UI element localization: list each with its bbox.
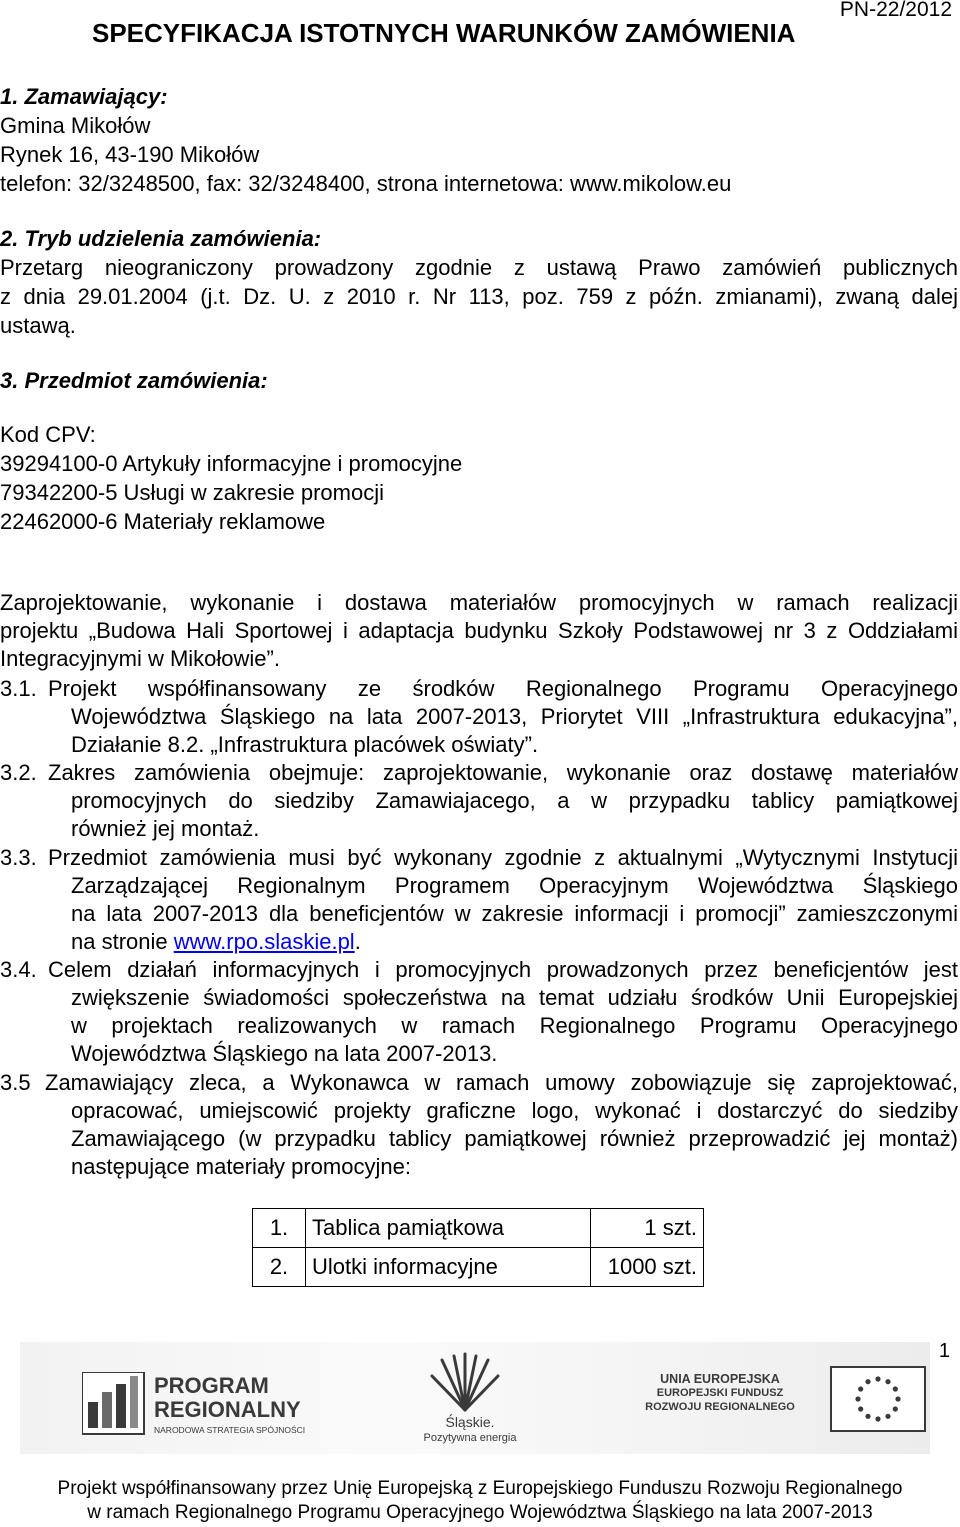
document-number: PN-22/2012 bbox=[839, 0, 952, 21]
slaskie-slogan: Pozytywna energia bbox=[423, 1432, 517, 1444]
program-logo-text: REGIONALNY bbox=[154, 1397, 301, 1422]
clause-line: Zamawiającego (w przypadku tablicy pamiątkowej również przeprowadzić jej montaż) bbox=[71, 1126, 958, 1151]
clause-line: Działanie 8.2. „Infrastruktura placówek oświaty”. bbox=[71, 732, 539, 757]
slaskie-logo bbox=[405, 1350, 535, 1450]
clause-3-4 bbox=[0, 957, 958, 983]
table-row bbox=[253, 1248, 704, 1287]
clause-line: Projekt współfinansowany ze środków Regionalnego Programu Operacyjnego bbox=[48, 676, 958, 701]
clause-3-2 bbox=[0, 760, 958, 786]
clause-3-5 bbox=[0, 1070, 958, 1096]
address-line: Rynek 16, 43-190 Mikołów bbox=[0, 142, 260, 167]
paragraph-line: z dnia 29.01.2004 (j.t. Dz. U. z 2010 r. Nr 113, poz. 759 z późn. zmianami), zwaną dalej bbox=[0, 284, 958, 309]
program-logo-subtitle: NARODOWA STRATEGIA SPÓJNOŚCI bbox=[154, 1425, 306, 1435]
paragraph-line: Przetarg nieograniczony prowadzony zgodnie z ustawą Prawo zamówień publicznych bbox=[0, 255, 958, 280]
clause-line: promocyjnych do siedziby Zamawiajacego, a w przypadku tablicy pamiątkowej bbox=[71, 788, 958, 813]
program-logo-text: PROGRAM bbox=[154, 1373, 269, 1398]
clause-line: Celem działań informacyjnych i promocyjnych prowadzonych przez beneficjentów jest bbox=[48, 957, 958, 982]
clause-line: Zarządzającej Regionalnym Programem Operacyjnym Województwa Śląskiego bbox=[71, 873, 958, 898]
slaskie-name: Śląskie. bbox=[445, 1414, 495, 1430]
item-quantity: 1 szt. bbox=[591, 1209, 704, 1248]
clause-line: Zamawiający zleca, a Wykonawca w ramach umowy zobowiązuje się zaprojektować, bbox=[45, 1070, 958, 1095]
slaskie-rays-icon bbox=[430, 1350, 500, 1412]
eu-logo-text: EUROPEJSKI FUNDUSZ bbox=[656, 1387, 784, 1399]
clause-3-1 bbox=[0, 676, 958, 702]
clause-number: 3.3. bbox=[0, 845, 37, 870]
clause-line: również jej montaż. bbox=[71, 816, 260, 841]
program-regionalny-icon bbox=[82, 1372, 146, 1436]
clause-line: Województwa Śląskiego na lata 2007-2013, Priorytet VIII „Infrastruktura edukacyjna”, bbox=[71, 704, 958, 729]
clause-line: Przedmiot zamówienia musi być wykonany zgodnie z aktualnymi „Wytycznymi Instytucji bbox=[48, 845, 958, 870]
clause-number: 3.5 bbox=[0, 1070, 31, 1095]
item-quantity: 1000 szt. bbox=[591, 1248, 704, 1287]
item-name: Tablica pamiątkowa bbox=[306, 1209, 591, 1248]
clause-line: opracować, umiejscowić projekty graficzne logo, wykonać i dostarczyć do siedziby bbox=[71, 1098, 958, 1123]
item-name: Ulotki informacyjne bbox=[306, 1248, 591, 1287]
contact-line: telefon: 32/3248500, fax: 32/3248400, strona internetowa: www.mikolow.eu bbox=[0, 171, 732, 196]
clause-line: zwiększenie świadomości społeczeństwa na temat udziału środków Unii Europejskiej bbox=[71, 985, 958, 1010]
paragraph-line: ustawą. bbox=[0, 313, 76, 338]
clause-3-3 bbox=[0, 845, 958, 871]
logo-band bbox=[20, 1342, 930, 1454]
document-title: SPECYFIKACJA ISTOTNYCH WARUNKÓW ZAMÓWIENIA bbox=[92, 18, 796, 48]
materials-table bbox=[252, 1208, 704, 1287]
clause-line: następujące materiały promocyjne: bbox=[71, 1154, 411, 1179]
section-1-heading: 1. Zamawiający: bbox=[0, 84, 168, 109]
paragraph-line: Integracyjnymi w Mikołowie”. bbox=[0, 646, 280, 671]
clause-number: 3.1. bbox=[0, 676, 37, 701]
clause-line: Województwa Śląskiego na lata 2007-2013. bbox=[71, 1041, 498, 1066]
item-number: 2. bbox=[253, 1248, 306, 1287]
item-number: 1. bbox=[253, 1209, 306, 1248]
cpv-code: 22462000-6 Materiały reklamowe bbox=[0, 509, 326, 534]
paragraph-line: projektu „Budowa Hali Sportowej i adaptacja budynku Szkoły Podstawowej nr 3 z Oddziałami bbox=[0, 618, 958, 643]
clause-line: na lata 2007-2013 dla beneficjentów w zakresie informacji i promocji” zamieszczonymi bbox=[71, 901, 958, 926]
footer-line: w ramach Regionalnego Programu Operacyjnego Województwa Śląskiego na lata 2007-2013 bbox=[87, 1502, 873, 1523]
section-3-heading: 3. Przedmiot zamówienia: bbox=[0, 368, 268, 393]
eu-logo-text: ROZWOJU REGIONALNEGO bbox=[645, 1401, 795, 1413]
section-2-heading: 2. Tryb udzielenia zamówienia: bbox=[0, 226, 322, 251]
clause-number: 3.2. bbox=[0, 760, 37, 785]
clause-text: . bbox=[354, 929, 361, 954]
eu-logo-text: UNIA EUROPEJSKA bbox=[660, 1372, 780, 1386]
eu-flag-icon bbox=[830, 1366, 926, 1432]
table-row bbox=[253, 1209, 704, 1248]
address-line: Gmina Mikołów bbox=[0, 113, 151, 138]
clause-line: Zakres zamówienia obejmuje: zaprojektowanie, wykonanie oraz dostawę materiałów bbox=[48, 760, 958, 785]
rpo-website-link[interactable]: www.rpo.slaskie.pl bbox=[173, 929, 355, 954]
clause-number: 3.4. bbox=[0, 957, 37, 982]
eu-fund-text bbox=[620, 1372, 820, 1432]
program-regionalny-logo bbox=[82, 1362, 372, 1448]
cpv-label: Kod CPV: bbox=[0, 422, 96, 447]
paragraph-line: Zaprojektowanie, wykonanie i dostawa materiałów promocyjnych w ramach realizacji bbox=[0, 590, 958, 615]
clause-line bbox=[71, 929, 958, 955]
cpv-code: 79342200-5 Usługi w zakresie promocji bbox=[0, 480, 384, 505]
footer-line: Projekt współfinansowany przez Unię Europejską z Europejskiego Funduszu Rozwoju Regionalnego bbox=[57, 1478, 903, 1499]
page-number: 1 bbox=[938, 1340, 950, 1362]
clause-line: w projektach realizowanych w ramach Regionalnego Programu Operacyjnego bbox=[71, 1013, 958, 1038]
cpv-code: 39294100-0 Artykuły informacyjne i promocyjne bbox=[0, 451, 463, 476]
clause-text: na stronie bbox=[71, 929, 174, 954]
